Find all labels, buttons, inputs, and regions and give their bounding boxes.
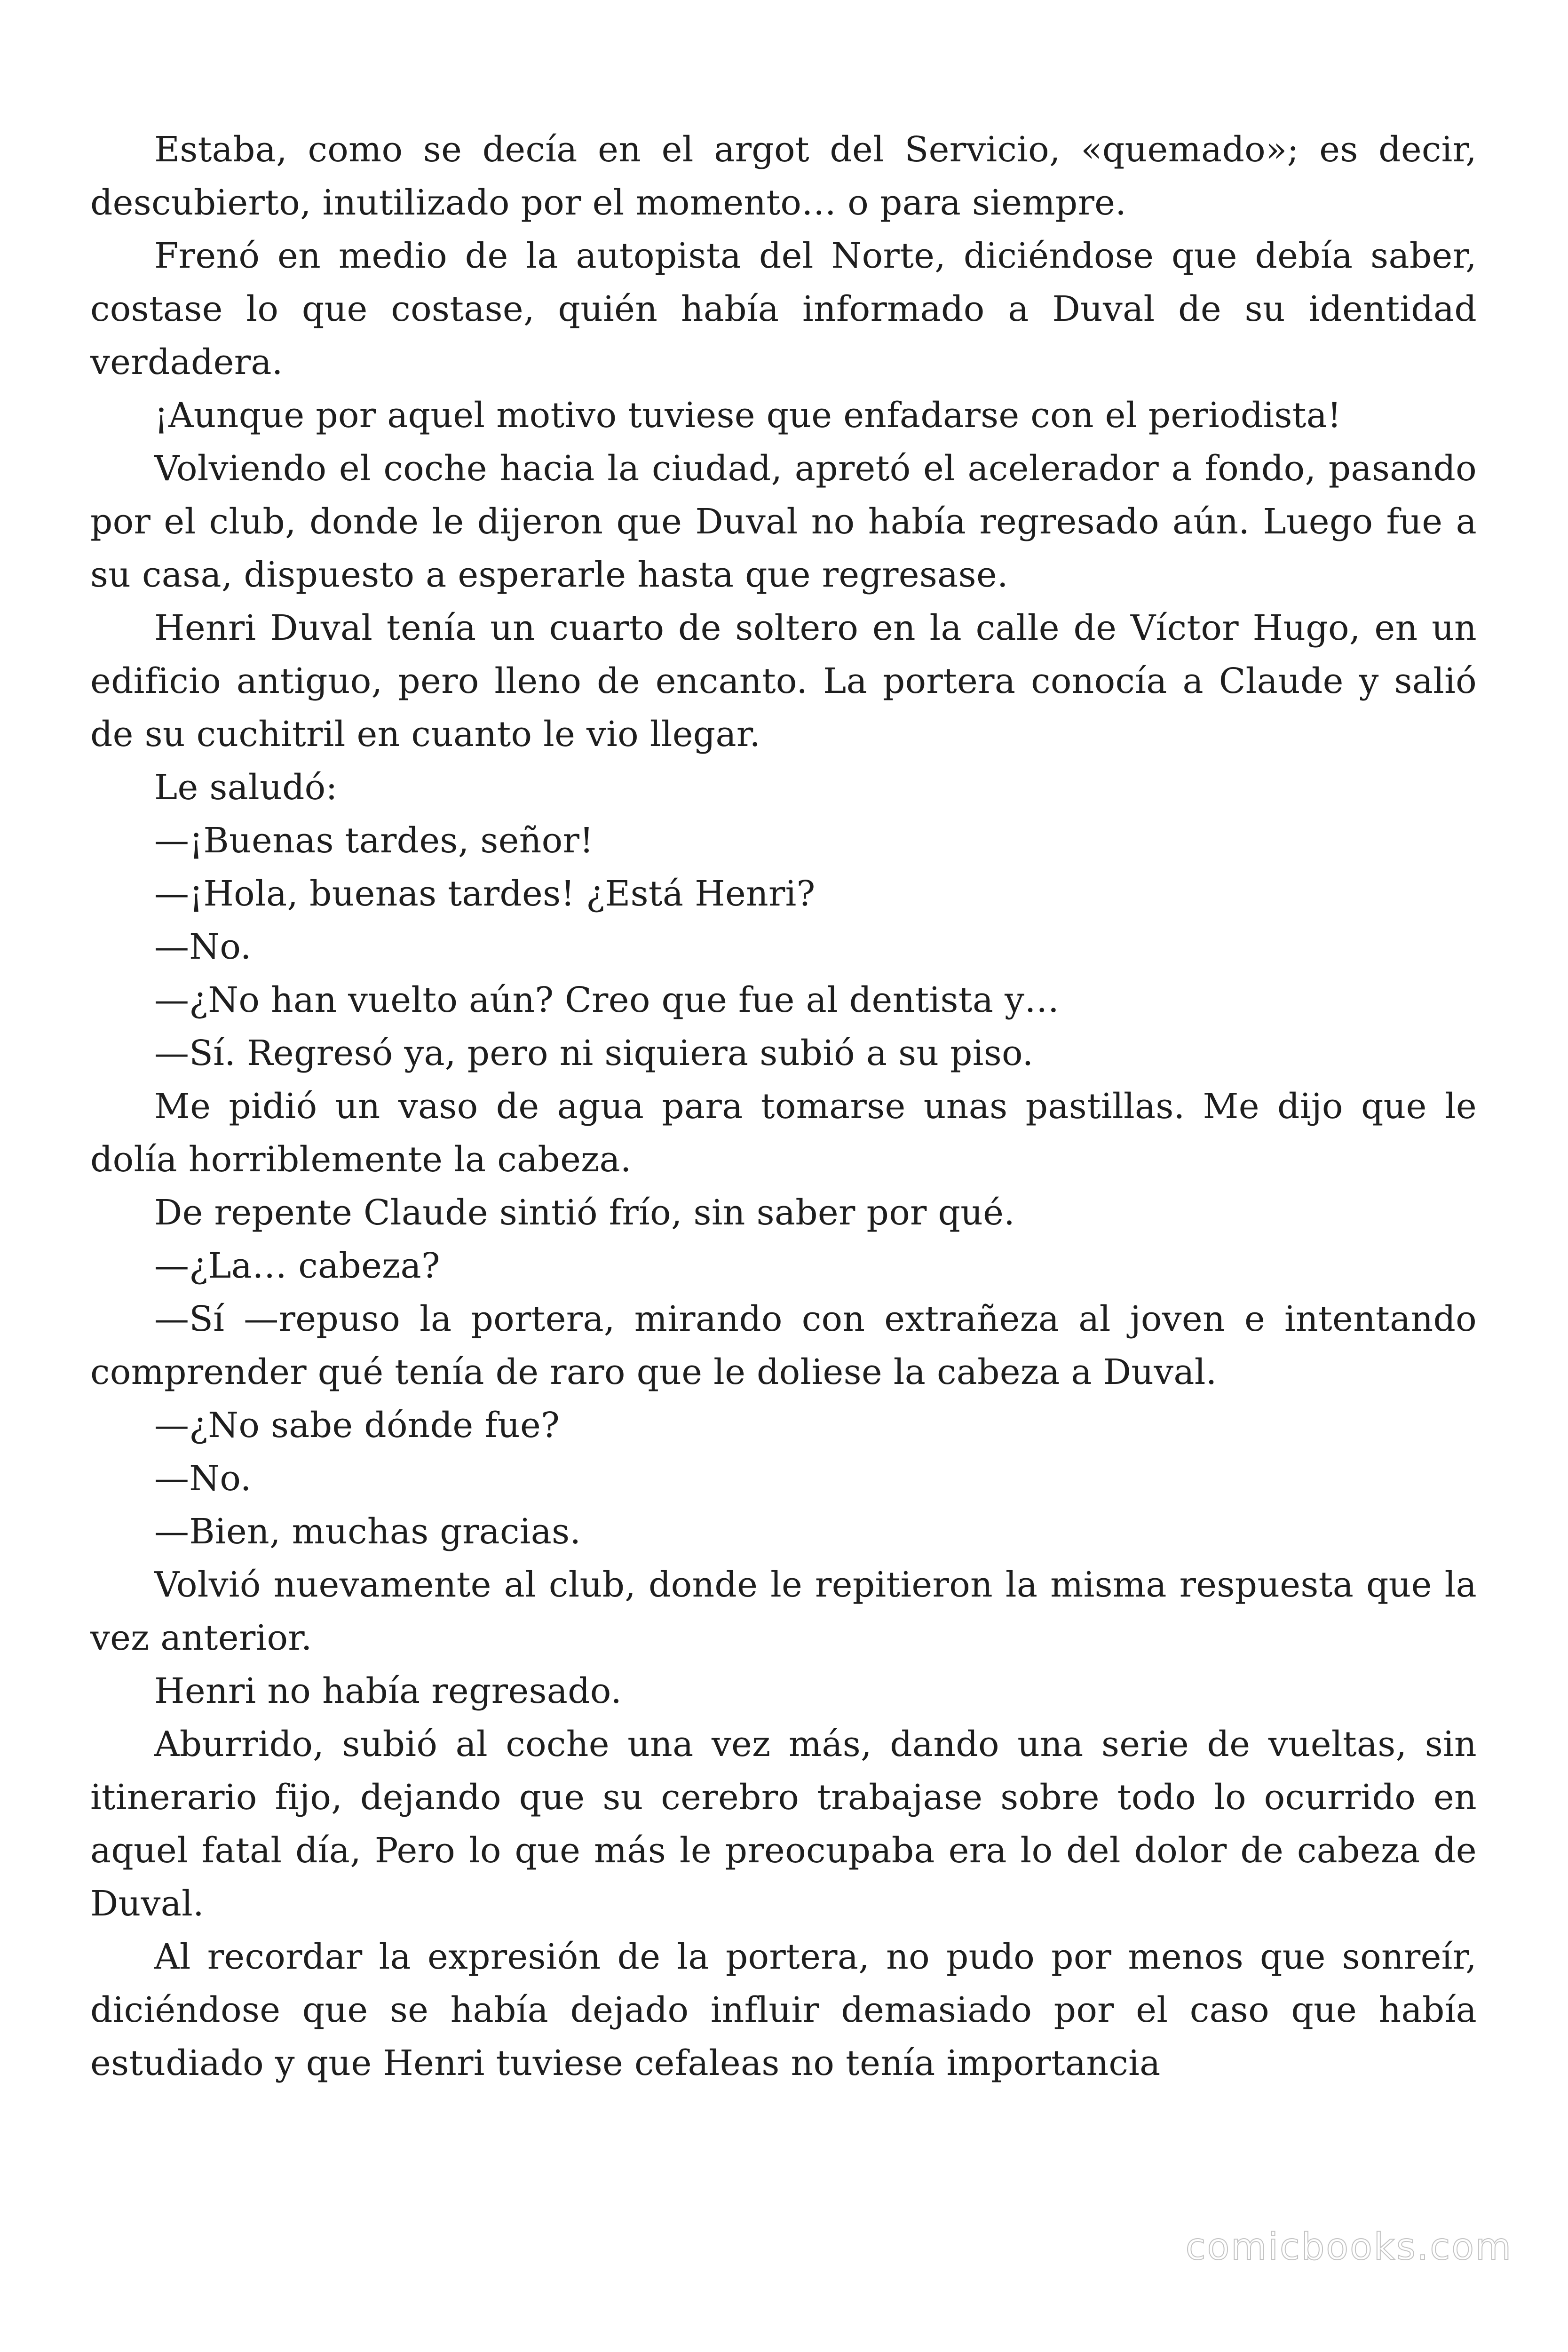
paragraph: ¡Aunque por aquel motivo tuviese que enfadarse con el periodista!	[154, 395, 1342, 436]
paragraph: Aburrido, subió al coche una vez más, dando una serie de vueltas, sin itinerario fijo, dejando que su cerebro trabajase sobre todo lo ocurrido en aquel fatal día, Pero lo que más le preocupaba era lo del dolor de cabeza de Duval.	[90, 1724, 1477, 1924]
paragraph: Volviendo el coche hacia la ciudad, apretó el acelerador a fondo, pasando por el club, donde le dijeron que Duval no había regresado aún. Luego fue a su casa, dispuesto a esperarle hasta que regresase.	[90, 448, 1477, 595]
paragraph: Henri no había regresado.	[154, 1671, 622, 1711]
paragraph: Le saludó:	[154, 767, 338, 808]
dialogue-line: —Bien, muchas gracias.	[154, 1511, 581, 1552]
watermark: comicbooks.com	[1185, 2226, 1513, 2268]
paragraph: De repente Claude sintió frío, sin saber por qué.	[154, 1192, 1015, 1233]
dialogue-line: —¿No sabe dónde fue?	[154, 1405, 560, 1446]
dialogue-line: —Sí —repuso la portera, mirando con extrañeza al joven e intentando comprender qué tenía de raro que le doliese la cabeza a Duval.	[90, 1299, 1477, 1392]
paragraph: Me pidió un vaso de agua para tomarse unas pastillas. Me dijo que le dolía horriblemente la cabeza.	[90, 1086, 1477, 1180]
paragraph: Al recordar la expresión de la portera, no pudo por menos que sonreír, diciéndose que se había dejado influir demasiado por el caso que había estudiado y que Henri tuviese cefaleas no tenía importancia	[90, 1937, 1477, 2083]
dialogue-line: —¡Hola, buenas tardes! ¿Está Henri?	[154, 874, 816, 914]
dialogue-line: —No.	[154, 927, 252, 967]
paragraph: Frenó en medio de la autopista del Norte, diciéndose que debía saber, costase lo que costase, quién había informado a Duval de su identidad verdadera.	[90, 236, 1477, 382]
paragraph: Estaba, como se decía en el argot del Servicio, «quemado»; es decir, descubierto, inutilizado por el momento… o para siempre.	[90, 129, 1477, 223]
dialogue-line: —No.	[154, 1458, 252, 1499]
dialogue-line: —¿No han vuelto aún? Creo que fue al dentista y…	[154, 980, 1060, 1020]
dialogue-line: —¡Buenas tardes, señor!	[154, 820, 594, 861]
paragraph: Volvió nuevamente al club, donde le repitieron la misma respuesta que la vez anterior.	[90, 1565, 1477, 1658]
page-text-body	[90, 123, 1477, 2090]
dialogue-line: —¿La… cabeza?	[154, 1246, 440, 1286]
paragraph: Henri Duval tenía un cuarto de soltero en la calle de Víctor Hugo, en un edificio antiguo, pero lleno de encanto. La portera conocía a Claude y salió de su cuchitril en cuanto le vio llegar.	[90, 608, 1477, 755]
dialogue-line: —Sí. Regresó ya, pero ni siquiera subió a su piso.	[154, 1033, 1034, 1073]
